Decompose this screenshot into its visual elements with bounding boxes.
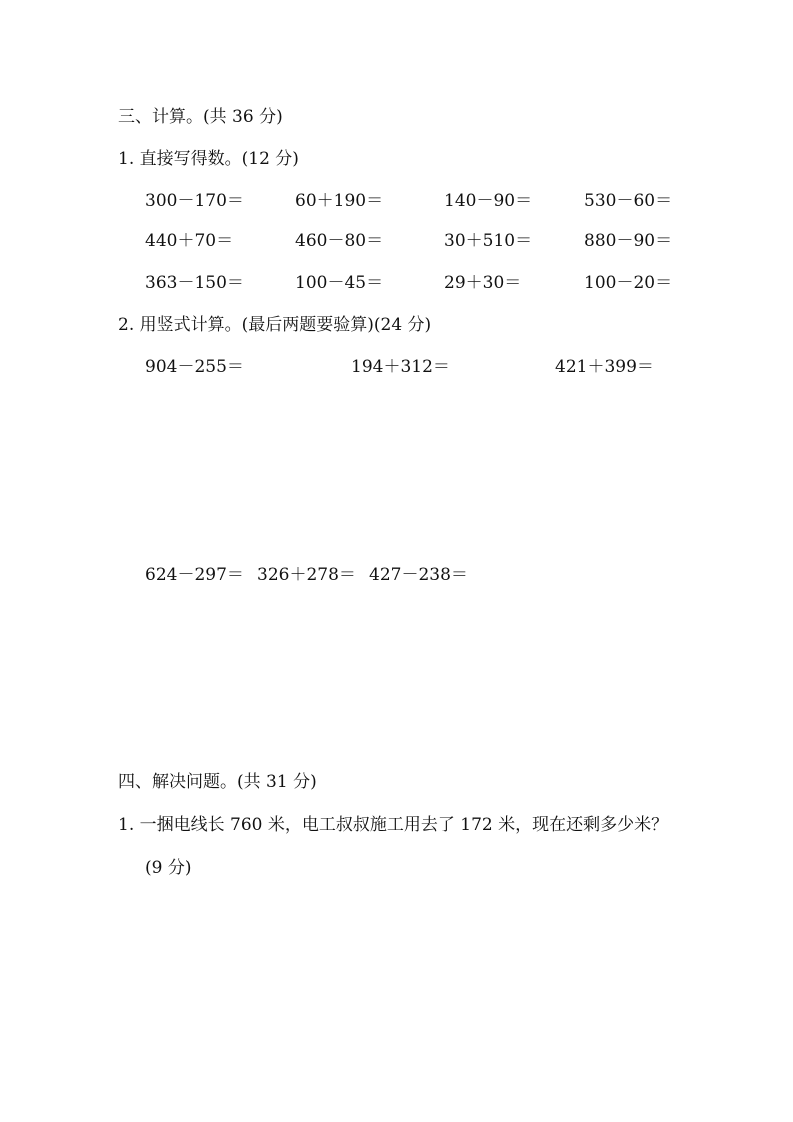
equation: 140－90＝ [444,191,533,211]
section-3-title: 三、计算。(共 36 分) [118,107,283,127]
equation: 530－60＝ [584,191,673,211]
equation: 100－45＝ [295,273,384,293]
word-problem-1-score: (9 分) [145,858,192,878]
equation: 421＋399＝ [555,357,654,377]
equation: 194＋312＝ [351,357,450,377]
equation: 100－20＝ [584,273,673,293]
question-2-title: 2. 用竖式计算。(最后两题要验算)(24 分) [118,315,432,335]
equation: 60＋190＝ [295,191,384,211]
equation: 300－170＝ [145,191,244,211]
mental-math-row [0,190,793,212]
mental-math-row [0,230,793,252]
section-4-title: 四、解决问题。(共 31 分) [118,772,317,792]
equation: 460－80＝ [295,231,384,251]
equation: 624－297＝ [145,565,244,585]
equation: 904－255＝ [145,357,244,377]
vertical-calc-row [0,356,793,378]
equation: 880－90＝ [584,231,673,251]
equation: 440＋70＝ [145,231,234,251]
word-problem-1: 1. 一捆电线长 760 米，电工叔叔施工用去了 172 米，现在还剩多少米？ [118,815,669,835]
equation: 427－238＝ [369,565,468,585]
equation: 326＋278＝ [257,565,356,585]
mental-math-row [0,272,793,294]
equation: 29＋30＝ [444,273,522,293]
vertical-calc-row [0,564,793,586]
equation: 363－150＝ [145,273,244,293]
equation: 30＋510＝ [444,231,533,251]
question-1-title: 1. 直接写得数。(12 分) [118,149,299,169]
